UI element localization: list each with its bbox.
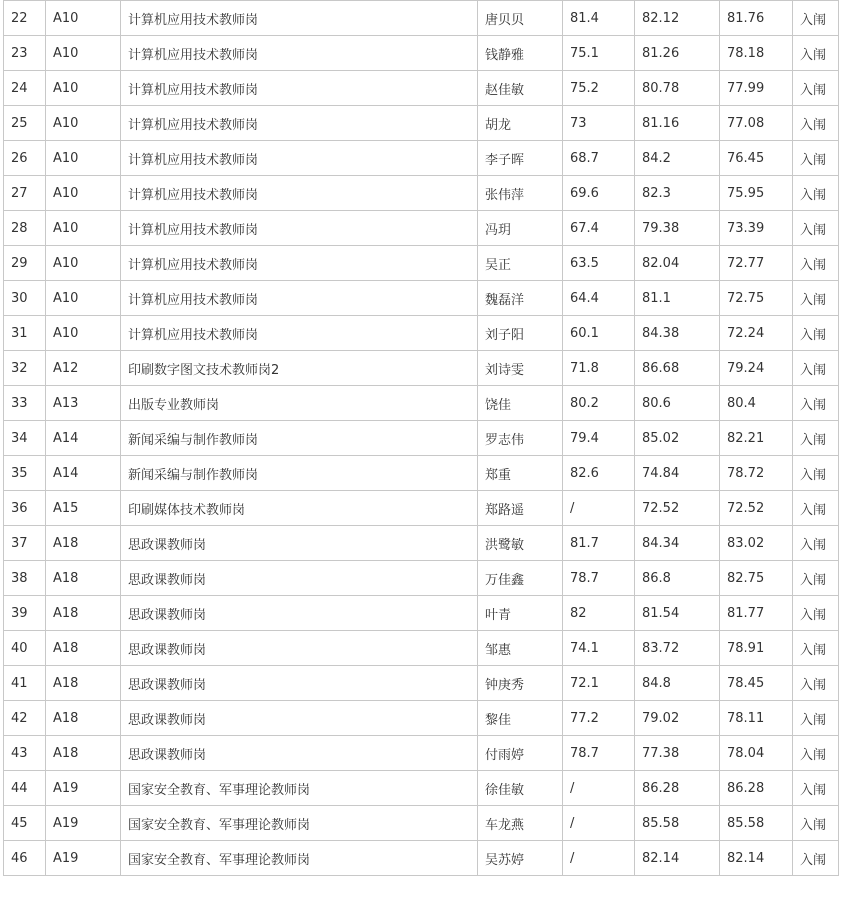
table-row [4,106,839,141]
written-score-cell: 71.8 [563,351,635,386]
interview-score-cell: 84.2 [635,141,720,176]
position-name-cell: 计算机应用技术教师岗 [121,246,478,281]
table-row [4,1,839,36]
position-code-cell: A10 [46,176,121,211]
interview-score-cell: 79.02 [635,701,720,736]
position-name-cell: 计算机应用技术教师岗 [121,106,478,141]
table-row [4,561,839,596]
position-name-cell: 思政课教师岗 [121,701,478,736]
total-score-cell: 78.04 [720,736,793,771]
position-code-cell: A18 [46,631,121,666]
row-number-cell: 31 [4,316,46,351]
written-score-cell: / [563,491,635,526]
result-cell: 入闱 [793,71,839,106]
position-code-cell: A18 [46,596,121,631]
row-number-cell: 26 [4,141,46,176]
interview-score-cell: 84.8 [635,666,720,701]
result-cell: 入闱 [793,561,839,596]
position-code-cell: A13 [46,386,121,421]
candidate-name-cell: 赵佳敏 [478,71,563,106]
result-cell: 入闱 [793,526,839,561]
row-number-cell: 32 [4,351,46,386]
total-score-cell: 82.21 [720,421,793,456]
position-name-cell: 计算机应用技术教师岗 [121,211,478,246]
interview-score-cell: 81.1 [635,281,720,316]
row-number-cell: 43 [4,736,46,771]
total-score-cell: 78.45 [720,666,793,701]
row-number-cell: 24 [4,71,46,106]
result-cell: 入闱 [793,701,839,736]
position-code-cell: A19 [46,806,121,841]
interview-score-cell: 82.12 [635,1,720,36]
result-cell: 入闱 [793,281,839,316]
result-cell: 入闱 [793,771,839,806]
position-name-cell: 计算机应用技术教师岗 [121,36,478,71]
total-score-cell: 78.18 [720,36,793,71]
row-number-cell: 37 [4,526,46,561]
position-name-cell: 思政课教师岗 [121,666,478,701]
written-score-cell: 68.7 [563,141,635,176]
row-number-cell: 44 [4,771,46,806]
candidate-name-cell: 付雨婷 [478,736,563,771]
result-cell: 入闱 [793,456,839,491]
interview-score-cell: 77.38 [635,736,720,771]
position-name-cell: 思政课教师岗 [121,526,478,561]
interview-score-cell: 82.14 [635,841,720,876]
position-name-cell: 思政课教师岗 [121,596,478,631]
table-row [4,211,839,246]
position-code-cell: A18 [46,526,121,561]
position-code-cell: A10 [46,316,121,351]
written-score-cell: 75.1 [563,36,635,71]
written-score-cell: 63.5 [563,246,635,281]
candidate-name-cell: 刘诗雯 [478,351,563,386]
row-number-cell: 41 [4,666,46,701]
result-cell: 入闱 [793,491,839,526]
written-score-cell: 78.7 [563,561,635,596]
row-number-cell: 29 [4,246,46,281]
table-row [4,491,839,526]
row-number-cell: 28 [4,211,46,246]
table-row [4,141,839,176]
total-score-cell: 77.99 [720,71,793,106]
total-score-cell: 80.4 [720,386,793,421]
position-name-cell: 印刷数字图文技术教师岗2 [121,351,478,386]
candidate-name-cell: 胡龙 [478,106,563,141]
interview-score-cell: 80.6 [635,386,720,421]
position-name-cell: 计算机应用技术教师岗 [121,1,478,36]
position-code-cell: A10 [46,106,121,141]
row-number-cell: 34 [4,421,46,456]
position-code-cell: A19 [46,841,121,876]
table-row [4,176,839,211]
interview-score-cell: 81.16 [635,106,720,141]
result-cell: 入闱 [793,806,839,841]
written-score-cell: 67.4 [563,211,635,246]
table-row [4,316,839,351]
table-row [4,281,839,316]
result-cell: 入闱 [793,421,839,456]
position-code-cell: A12 [46,351,121,386]
table-row [4,456,839,491]
position-name-cell: 思政课教师岗 [121,736,478,771]
interview-score-cell: 74.84 [635,456,720,491]
position-code-cell: A14 [46,421,121,456]
written-score-cell: / [563,841,635,876]
position-name-cell: 计算机应用技术教师岗 [121,141,478,176]
result-cell: 入闱 [793,176,839,211]
result-cell: 入闱 [793,666,839,701]
candidate-name-cell: 吴苏婷 [478,841,563,876]
candidate-name-cell: 李子晖 [478,141,563,176]
table-row [4,36,839,71]
row-number-cell: 30 [4,281,46,316]
table-row [4,351,839,386]
table-row [4,71,839,106]
row-number-cell: 42 [4,701,46,736]
row-number-cell: 33 [4,386,46,421]
candidate-name-cell: 刘子阳 [478,316,563,351]
interview-score-cell: 82.04 [635,246,720,281]
position-code-cell: A19 [46,771,121,806]
position-code-cell: A10 [46,71,121,106]
position-code-cell: A18 [46,701,121,736]
written-score-cell: 81.4 [563,1,635,36]
interview-score-cell: 85.02 [635,421,720,456]
position-code-cell: A18 [46,666,121,701]
total-score-cell: 76.45 [720,141,793,176]
row-number-cell: 38 [4,561,46,596]
position-name-cell: 国家安全教育、军事理论教师岗 [121,841,478,876]
position-code-cell: A18 [46,736,121,771]
results-table-body [4,1,839,876]
position-code-cell: A14 [46,456,121,491]
total-score-cell: 82.14 [720,841,793,876]
candidate-name-cell: 饶佳 [478,386,563,421]
total-score-cell: 79.24 [720,351,793,386]
total-score-cell: 85.58 [720,806,793,841]
candidate-name-cell: 万佳鑫 [478,561,563,596]
row-number-cell: 46 [4,841,46,876]
interview-score-cell: 86.68 [635,351,720,386]
table-row [4,666,839,701]
position-name-cell: 国家安全教育、军事理论教师岗 [121,771,478,806]
candidate-name-cell: 吴正 [478,246,563,281]
written-score-cell: 69.6 [563,176,635,211]
result-cell: 入闱 [793,386,839,421]
candidate-name-cell: 魏磊洋 [478,281,563,316]
total-score-cell: 81.77 [720,596,793,631]
written-score-cell: 75.2 [563,71,635,106]
written-score-cell: 72.1 [563,666,635,701]
result-cell: 入闱 [793,736,839,771]
candidate-name-cell: 洪鹭敏 [478,526,563,561]
position-code-cell: A18 [46,561,121,596]
candidate-name-cell: 钟庚秀 [478,666,563,701]
total-score-cell: 78.11 [720,701,793,736]
position-code-cell: A10 [46,1,121,36]
interview-score-cell: 80.78 [635,71,720,106]
total-score-cell: 72.52 [720,491,793,526]
candidate-name-cell: 郑重 [478,456,563,491]
total-score-cell: 83.02 [720,526,793,561]
position-name-cell: 思政课教师岗 [121,631,478,666]
candidate-name-cell: 叶青 [478,596,563,631]
table-row [4,246,839,281]
total-score-cell: 86.28 [720,771,793,806]
results-table [3,0,839,876]
written-score-cell: 81.7 [563,526,635,561]
result-cell: 入闱 [793,36,839,71]
table-row [4,631,839,666]
row-number-cell: 45 [4,806,46,841]
written-score-cell: 73 [563,106,635,141]
written-score-cell: 77.2 [563,701,635,736]
written-score-cell: 74.1 [563,631,635,666]
candidate-name-cell: 车龙燕 [478,806,563,841]
candidate-name-cell: 徐佳敏 [478,771,563,806]
interview-score-cell: 84.34 [635,526,720,561]
candidate-name-cell: 罗志伟 [478,421,563,456]
interview-score-cell: 81.54 [635,596,720,631]
row-number-cell: 25 [4,106,46,141]
result-cell: 入闱 [793,351,839,386]
position-code-cell: A10 [46,246,121,281]
table-row [4,421,839,456]
total-score-cell: 78.72 [720,456,793,491]
position-name-cell: 计算机应用技术教师岗 [121,281,478,316]
row-number-cell: 23 [4,36,46,71]
written-score-cell: 64.4 [563,281,635,316]
table-row [4,771,839,806]
interview-score-cell: 85.58 [635,806,720,841]
written-score-cell: 82 [563,596,635,631]
written-score-cell: 78.7 [563,736,635,771]
written-score-cell: 79.4 [563,421,635,456]
position-name-cell: 出版专业教师岗 [121,386,478,421]
written-score-cell: / [563,771,635,806]
result-cell: 入闱 [793,316,839,351]
position-name-cell: 思政课教师岗 [121,561,478,596]
position-name-cell: 计算机应用技术教师岗 [121,176,478,211]
row-number-cell: 39 [4,596,46,631]
result-cell: 入闱 [793,141,839,176]
interview-score-cell: 83.72 [635,631,720,666]
interview-score-cell: 79.38 [635,211,720,246]
interview-score-cell: 72.52 [635,491,720,526]
total-score-cell: 77.08 [720,106,793,141]
total-score-cell: 73.39 [720,211,793,246]
candidate-name-cell: 郑路遥 [478,491,563,526]
written-score-cell: 60.1 [563,316,635,351]
table-row [4,526,839,561]
table-row [4,596,839,631]
position-name-cell: 新闻采编与制作教师岗 [121,456,478,491]
candidate-name-cell: 邹惠 [478,631,563,666]
total-score-cell: 82.75 [720,561,793,596]
candidate-name-cell: 钱静雅 [478,36,563,71]
total-score-cell: 75.95 [720,176,793,211]
position-code-cell: A10 [46,141,121,176]
written-score-cell: 80.2 [563,386,635,421]
position-code-cell: A10 [46,211,121,246]
row-number-cell: 27 [4,176,46,211]
interview-score-cell: 86.8 [635,561,720,596]
total-score-cell: 78.91 [720,631,793,666]
position-code-cell: A15 [46,491,121,526]
position-code-cell: A10 [46,281,121,316]
position-name-cell: 计算机应用技术教师岗 [121,316,478,351]
position-name-cell: 新闻采编与制作教师岗 [121,421,478,456]
interview-score-cell: 81.26 [635,36,720,71]
position-code-cell: A10 [46,36,121,71]
result-cell: 入闱 [793,841,839,876]
table-row [4,386,839,421]
result-cell: 入闱 [793,596,839,631]
written-score-cell: 82.6 [563,456,635,491]
interview-score-cell: 82.3 [635,176,720,211]
candidate-name-cell: 黎佳 [478,701,563,736]
table-row [4,806,839,841]
table-row [4,841,839,876]
result-cell: 入闱 [793,106,839,141]
total-score-cell: 81.76 [720,1,793,36]
position-name-cell: 国家安全教育、军事理论教师岗 [121,806,478,841]
result-cell: 入闱 [793,631,839,666]
interview-score-cell: 84.38 [635,316,720,351]
position-name-cell: 计算机应用技术教师岗 [121,71,478,106]
result-cell: 入闱 [793,1,839,36]
table-row [4,736,839,771]
row-number-cell: 35 [4,456,46,491]
result-cell: 入闱 [793,246,839,281]
candidate-name-cell: 张伟萍 [478,176,563,211]
candidate-name-cell: 唐贝贝 [478,1,563,36]
row-number-cell: 22 [4,1,46,36]
row-number-cell: 36 [4,491,46,526]
row-number-cell: 40 [4,631,46,666]
candidate-name-cell: 冯玥 [478,211,563,246]
total-score-cell: 72.77 [720,246,793,281]
total-score-cell: 72.24 [720,316,793,351]
table-row [4,701,839,736]
interview-score-cell: 86.28 [635,771,720,806]
written-score-cell: / [563,806,635,841]
result-cell: 入闱 [793,211,839,246]
total-score-cell: 72.75 [720,281,793,316]
position-name-cell: 印刷媒体技术教师岗 [121,491,478,526]
